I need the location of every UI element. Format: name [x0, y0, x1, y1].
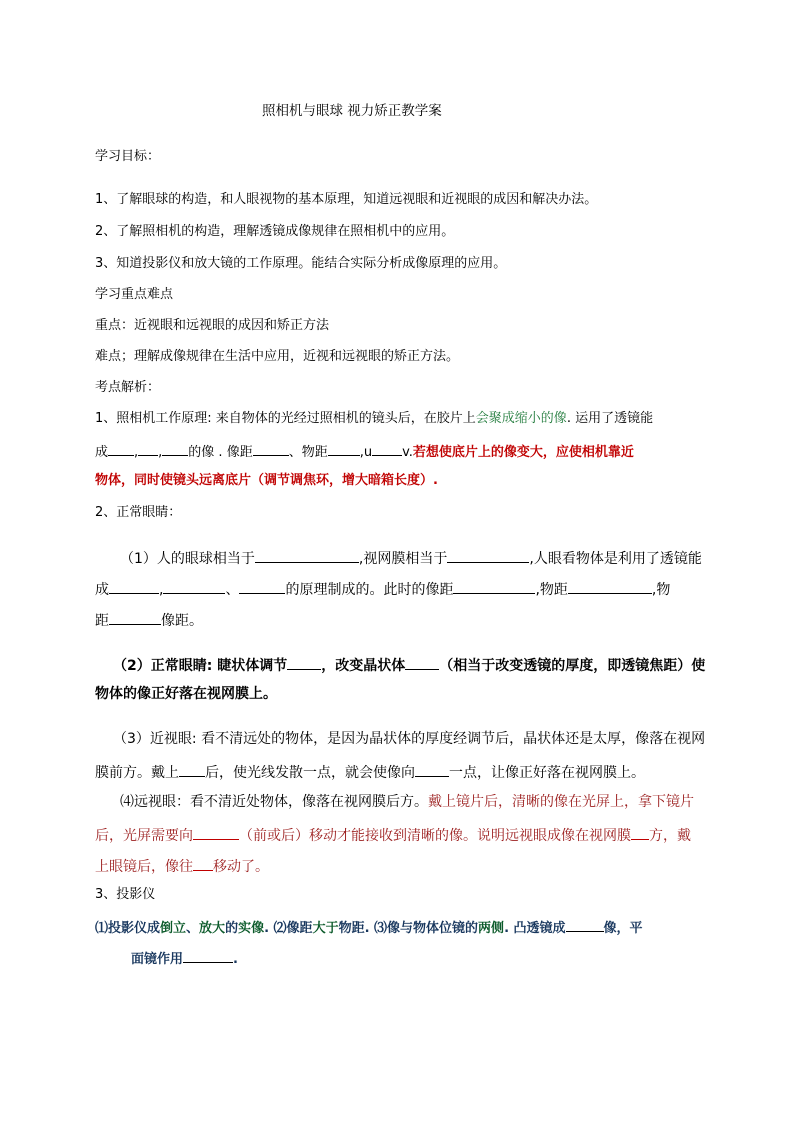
normal-eye-line-1 — [120, 548, 702, 568]
text-span: , — [159, 582, 164, 598]
text-span: 后，光屏需要向 — [95, 828, 193, 844]
text-span: 方，戴 — [649, 828, 691, 844]
hyperopia-line-2 — [95, 825, 691, 845]
text-span: , — [158, 445, 163, 460]
blank-field[interactable] — [239, 579, 285, 594]
text-span: ，改变晶状体 — [321, 658, 406, 674]
highlight-green: 实像 — [238, 921, 265, 936]
text-span: 、 — [225, 582, 240, 598]
camera-principle-line-3: 物体，同时使镜头远离底片（调节调焦环，增大暗箱长度）. — [95, 473, 438, 488]
text-span: 距 — [95, 613, 109, 629]
myopia-line-1: （3）近视眼: 看不清远处的物体，是因为晶状体的厚度经调节后，晶状体还是太厚，像落在视网 — [113, 731, 706, 747]
text-span: ,物距 — [535, 582, 568, 598]
text-span: 的像 . 像距 — [188, 445, 253, 460]
blank-field[interactable] — [183, 949, 233, 963]
blank-field[interactable] — [109, 579, 159, 594]
text-span: （2）正常眼睛: 睫状体调节 — [113, 658, 288, 674]
blank-field[interactable] — [255, 548, 359, 563]
text-span: 、物距 — [288, 445, 328, 460]
text-span: （相当于改变透镜的厚度，即透镜焦距）使 — [439, 658, 706, 674]
highlight-green: 两侧 — [478, 921, 505, 936]
highlight-green: 倒立 — [160, 921, 187, 936]
text-span: （1）人的眼球相当于 — [120, 551, 255, 567]
blank-field[interactable] — [447, 548, 529, 563]
text-span: （前或后）移动才能接收到清晰的像。说明远视眼成像在视网膜 — [239, 828, 631, 844]
text-span: ⑷远视眼：看不清近处物体，像落在视网膜后方。 — [120, 794, 428, 810]
text-span: v. — [402, 445, 413, 460]
text-span: 1、照相机工作原理: 来自物体的光经过照相机的镜头后，在胶片上 — [95, 411, 476, 426]
text-span: ,人眼看物体是利用了透镜能 — [529, 551, 702, 567]
text-span: 后，使光线发散一点，就会使像向 — [205, 765, 415, 781]
normal-eye-line-3 — [95, 610, 203, 630]
hyperopia-line-1 — [120, 794, 694, 811]
goal-item-2: 2、了解照相机的构造，理解透镜成像规律在照相机中的应用。 — [95, 224, 455, 239]
text-span: 成 — [95, 445, 109, 460]
highlight-red: 戴上镜片后，清晰的像在光屏上，拿下镜片 — [428, 794, 694, 810]
text-span: 的 — [225, 921, 239, 936]
highlight-green: 会聚成缩小的像 — [475, 411, 567, 426]
text-span: 面镜作用 — [131, 952, 184, 967]
text-span: . — [233, 952, 238, 967]
blank-field[interactable] — [193, 856, 213, 871]
text-span: 物距. ⑶像与物体位镜的 — [338, 921, 479, 936]
highlight-green: 大于 — [312, 921, 339, 936]
text-span: 、 — [186, 921, 200, 936]
text-span: 的原理制成的。此时的像距 — [285, 582, 454, 598]
highlight-green: 放大 — [199, 921, 226, 936]
blank-field[interactable] — [253, 442, 289, 456]
section-heading-goals: 学习目标： — [95, 149, 161, 164]
text-span: 上眼镜后，像往 — [95, 859, 193, 875]
text-span: ,u — [359, 445, 373, 460]
highlight-red: 若想使底片上的像变大，应使相机靠近 — [412, 445, 634, 460]
text-span: 膜前方。戴上 — [95, 765, 179, 781]
myopia-line-2 — [95, 762, 645, 782]
text-span: 像，平 — [603, 921, 643, 936]
text-span: . 运用了透镜能 — [566, 411, 654, 426]
text-span: ,物 — [651, 582, 671, 598]
goal-item-3: 3、知道投影仪和放大镜的工作原理。能结合实际分析成像原理的应用。 — [95, 256, 507, 271]
blank-field[interactable] — [138, 442, 158, 456]
text-span: ,视网膜相当于 — [358, 551, 448, 567]
projector-line-1 — [95, 918, 643, 937]
projector-line-2 — [131, 949, 238, 968]
blank-field[interactable] — [193, 825, 239, 840]
camera-principle-line-1 — [95, 411, 653, 427]
normal-eye-line-2 — [95, 579, 670, 599]
section-heading-key-points: 学习重点难点 — [95, 287, 174, 302]
text-span: 成 — [95, 582, 109, 598]
blank-field[interactable] — [566, 918, 604, 932]
blank-field[interactable] — [453, 579, 535, 594]
text-span: 移动了。 — [213, 859, 269, 875]
blank-field[interactable] — [405, 655, 439, 670]
blank-field[interactable] — [372, 442, 402, 456]
text-span: . 凸透镜成 — [504, 921, 566, 936]
blank-field[interactable] — [162, 442, 188, 456]
text-span: 像距。 — [161, 613, 203, 629]
blank-field[interactable] — [179, 762, 205, 777]
section-heading-projector: 3、投影仪 — [95, 887, 156, 902]
blank-field[interactable] — [415, 762, 449, 777]
normal-eye-adjust-line-2: 物体的像正好落在视网膜上。 — [95, 686, 277, 702]
goal-item-1: 1、了解眼球的构造，和人眼视物的基本原理，知道远视眼和近视眼的成因和解决办法。 — [95, 192, 598, 207]
key-point-text: 重点：近视眼和远视眼的成因和矫正方法 — [95, 318, 330, 333]
blank-field[interactable] — [108, 442, 134, 456]
blank-field[interactable] — [109, 610, 161, 625]
camera-principle-line-2 — [95, 442, 634, 461]
section-heading-analysis: 考点解析： — [95, 380, 161, 395]
text-span: 一点，让像正好落在视网膜上。 — [449, 765, 645, 781]
blank-field[interactable] — [568, 579, 652, 594]
difficulty-text: 难点；理解成像规律在生活中应用，近视和远视眼的矫正方法。 — [95, 349, 460, 364]
blank-field[interactable] — [287, 655, 321, 670]
section-heading-normal-eye: 2、正常眼睛： — [95, 505, 182, 520]
page-title: 照相机与眼球 视力矫正教学案 — [262, 103, 442, 119]
blank-field[interactable] — [163, 579, 225, 594]
blank-field[interactable] — [328, 442, 360, 456]
normal-eye-adjust-line-1 — [113, 655, 705, 675]
text-span: , — [134, 445, 139, 460]
text-span: ⑴投影仪成 — [95, 921, 161, 936]
text-span: . ⑵像距 — [264, 921, 313, 936]
blank-field[interactable] — [631, 825, 649, 840]
hyperopia-line-3 — [95, 856, 269, 876]
